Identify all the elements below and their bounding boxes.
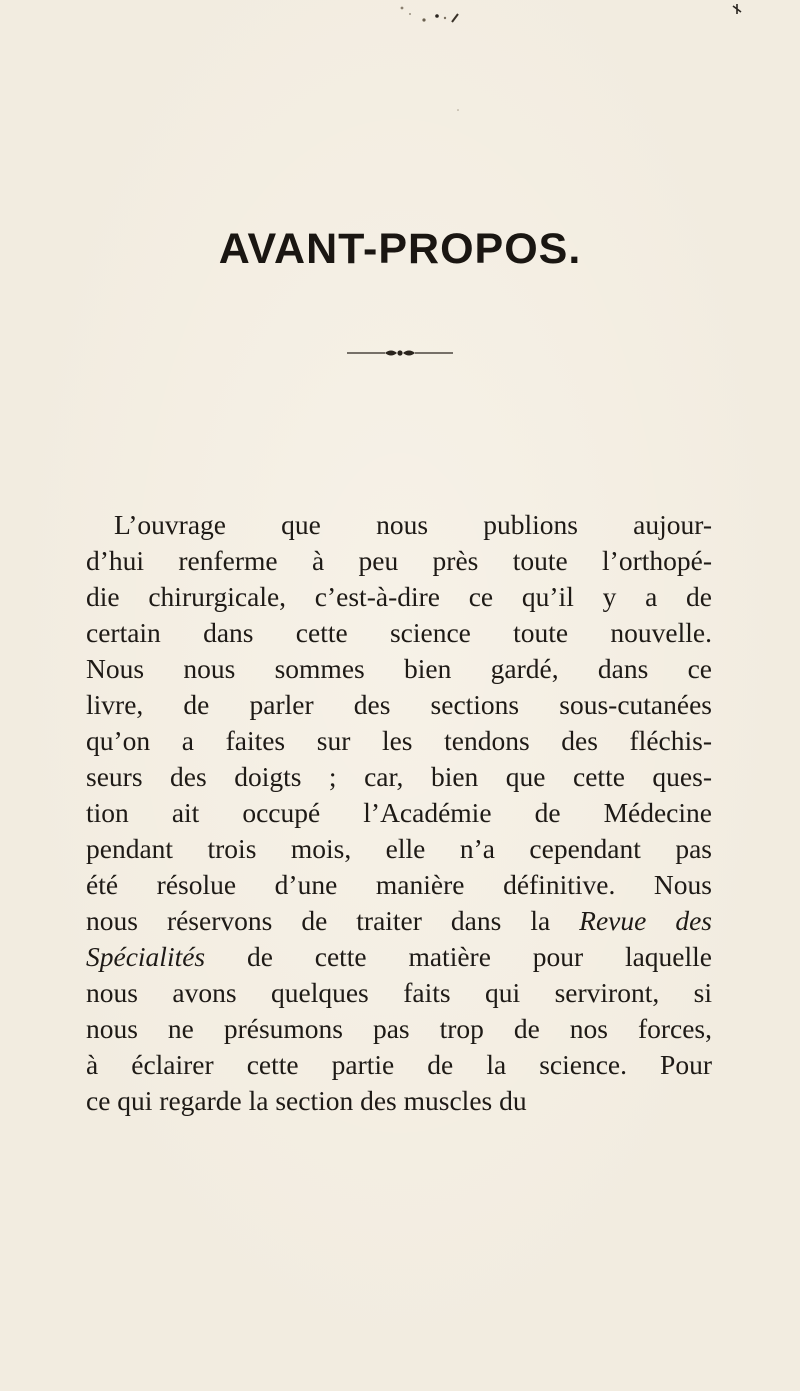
text-line: certain dans cette science toute nouvelle. <box>86 617 712 648</box>
italic-title-run: Revue des <box>579 905 712 936</box>
text-run: nous réservons de traiter dans la <box>86 905 580 936</box>
text-line: qu’on a faites sur les tendons des fléchis- <box>86 725 712 756</box>
text-line: à éclairer cette partie de la science. Pour <box>86 1049 712 1080</box>
text-line: die chirurgicale, c’est-à-dire ce qu’il y a de <box>86 581 712 612</box>
text-line: nous ne présumons pas trop de nos forces, <box>86 1013 712 1044</box>
page-title: AVANT-PROPOS. <box>218 225 582 273</box>
text-line: tion ait occupé l’Académie de Médecine <box>86 797 712 828</box>
text-line: livre, de parler des sections sous-cutanées <box>86 689 712 720</box>
text-line: d’hui renferme à peu près toute l’orthopé- <box>86 545 712 576</box>
text-line: Nous nous sommes bien gardé, dans ce <box>86 653 712 684</box>
text-line: été résolue d’une manière définitive. Nous <box>86 869 712 900</box>
text-line: nous avons quelques faits qui serviront, si <box>86 977 712 1008</box>
text-run: de cette matière pour laquelle <box>205 941 712 972</box>
text-line: seurs des doigts ; car, bien que cette ques- <box>86 761 712 792</box>
italic-title-run: Spécialités <box>86 941 206 972</box>
text-line: pendant trois mois, elle n’a cependant pas <box>86 833 712 864</box>
text-line <box>86 940 712 974</box>
text-line: ce qui regarde la section des muscles du <box>86 1085 527 1116</box>
text-line: L’ouvrage que nous publions aujour- <box>114 509 712 540</box>
text-line <box>86 904 712 938</box>
